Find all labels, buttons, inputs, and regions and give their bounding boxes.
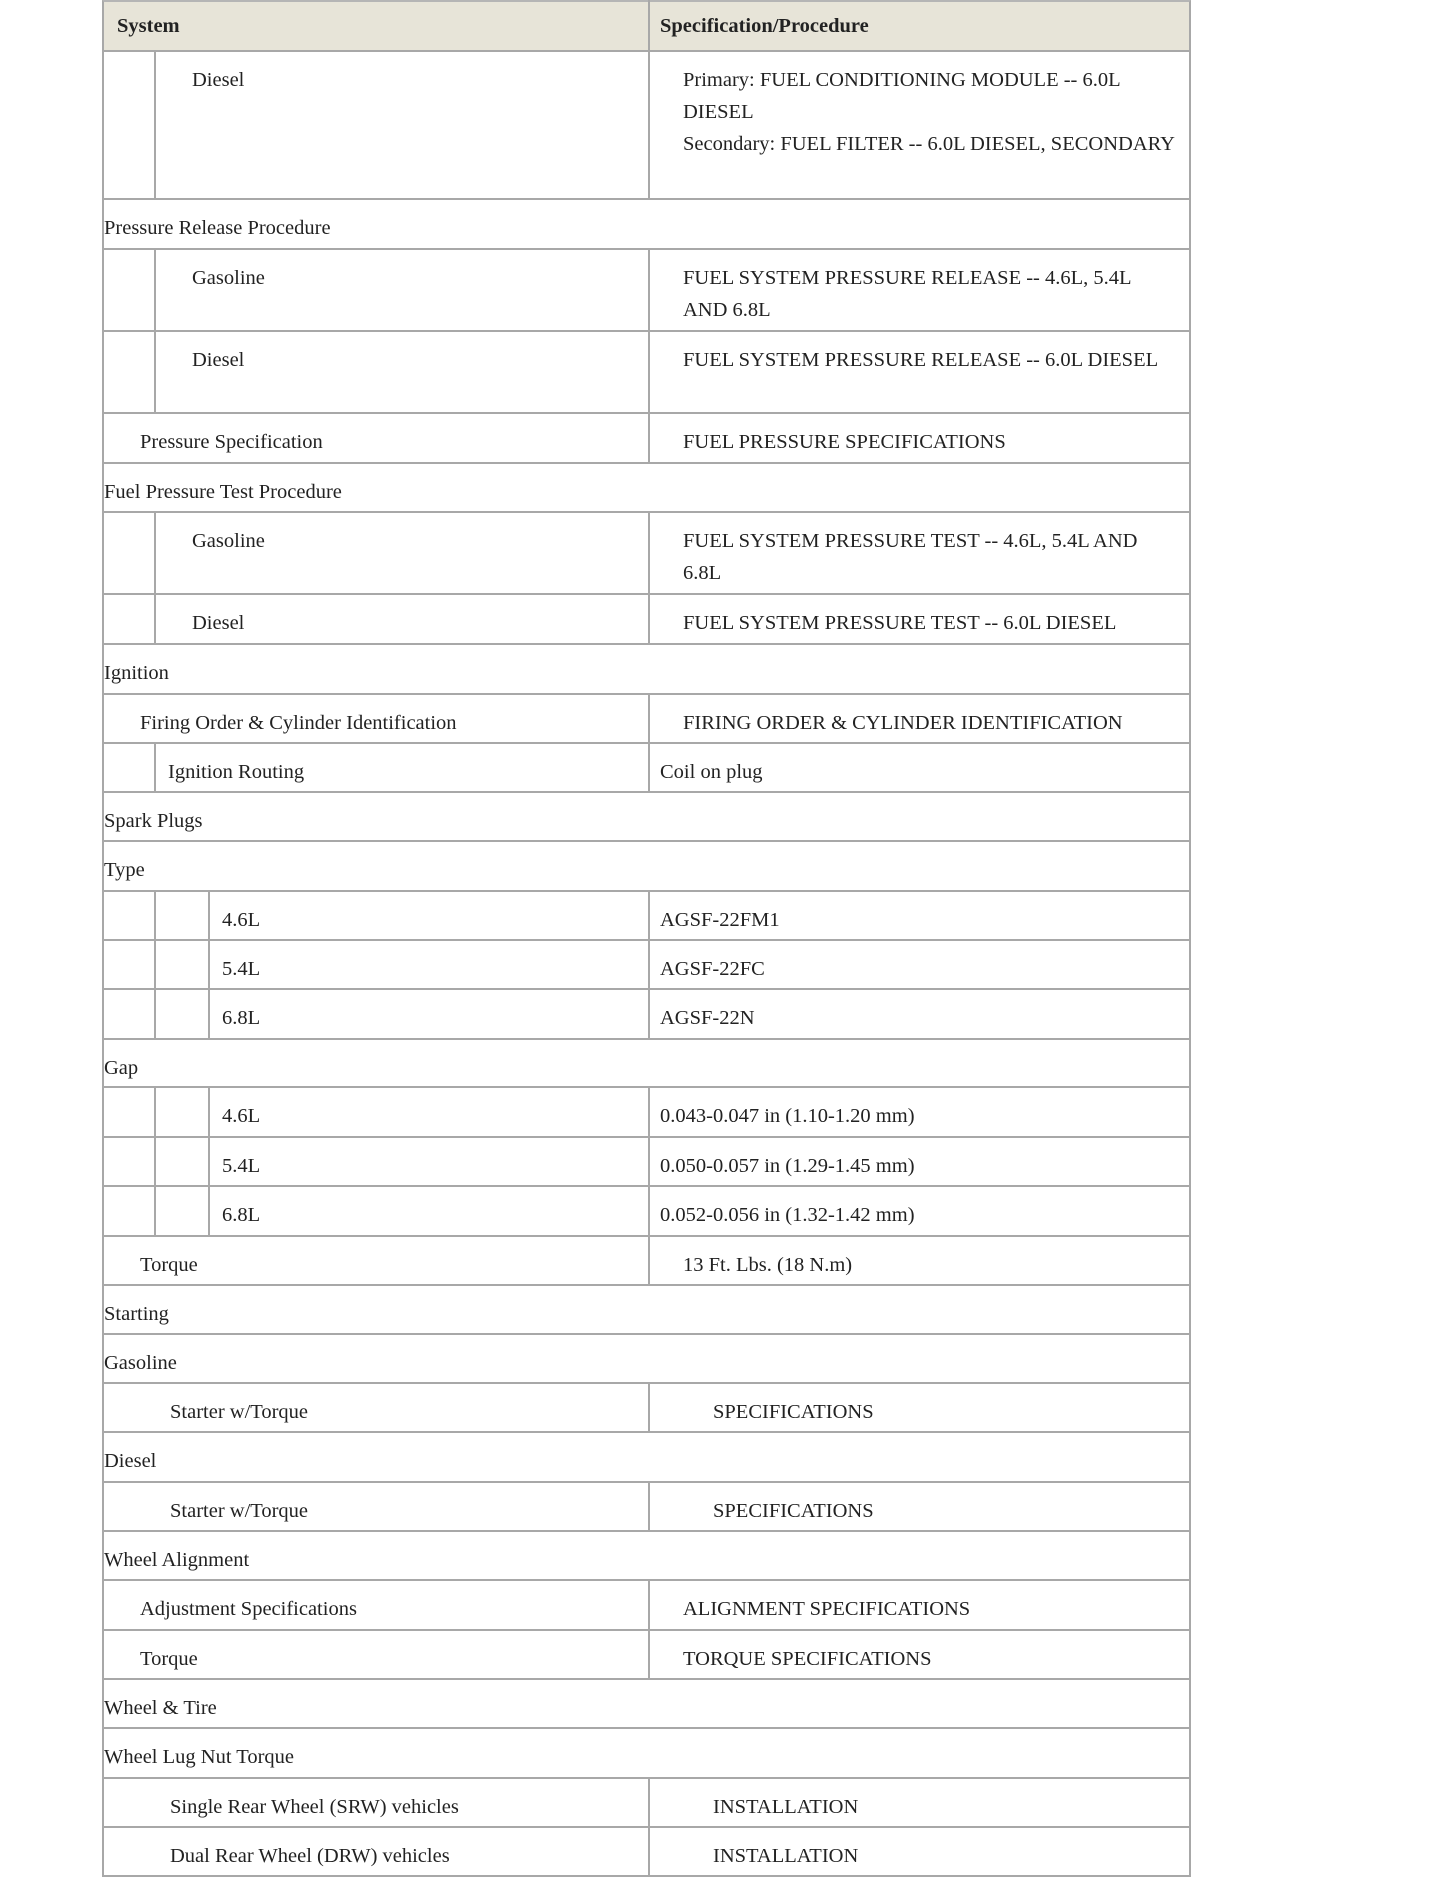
row-label-adjustment-specifications: Adjustment Specifications	[140, 1598, 357, 1620]
row-label-diesel: Diesel	[104, 1450, 157, 1472]
row-label-spark-plugs: Spark Plugs	[104, 810, 203, 832]
indent-divider	[208, 892, 210, 939]
row-label-6-8l: 6.8L	[222, 1007, 261, 1029]
row-spec-value: FIRING ORDER & CYLINDER IDENTIFICATION	[683, 712, 1123, 734]
row-label-ignition: Ignition	[104, 662, 169, 684]
indent-divider	[208, 1138, 210, 1185]
row-label-6-8l: 6.8L	[222, 1204, 261, 1226]
table-row	[104, 52, 1189, 200]
row-spec-value: 0.043-0.047 in (1.10-1.20 mm)	[660, 1105, 915, 1127]
table-row	[104, 1384, 1189, 1433]
row-spec-value: AGSF-22FM1	[660, 909, 780, 931]
row-spec-value: FUEL SYSTEM PRESSURE TEST -- 6.0L DIESEL	[683, 612, 1117, 634]
row-label-pressure-release-procedure: Pressure Release Procedure	[104, 217, 331, 239]
indent-divider	[154, 595, 156, 643]
row-spec-value: TORQUE SPECIFICATIONS	[683, 1648, 932, 1670]
table-row	[104, 1680, 1189, 1729]
table-row	[104, 1187, 1189, 1237]
table-row	[104, 1483, 1189, 1532]
table-row	[104, 414, 1189, 464]
row-spec-value: FUEL PRESSURE SPECIFICATIONS	[683, 431, 1006, 453]
row-spec-value: 13 Ft. Lbs. (18 N.m)	[683, 1254, 853, 1276]
row-label-ignition-routing: Ignition Routing	[168, 761, 305, 783]
table-row	[104, 1088, 1189, 1138]
column-divider	[648, 939, 650, 990]
row-label-5-4l: 5.4L	[222, 958, 261, 980]
column-divider	[648, 1777, 650, 1828]
table-row	[104, 1433, 1189, 1483]
indent-divider	[154, 250, 156, 330]
row-label-type: Type	[104, 859, 145, 881]
indent-divider	[154, 1138, 156, 1185]
table-row	[104, 1237, 1189, 1286]
row-label-diesel: Diesel	[192, 612, 245, 634]
table-row	[104, 1040, 1189, 1088]
row-spec-value: 0.052-0.056 in (1.32-1.42 mm)	[660, 1204, 915, 1226]
column-divider	[648, 50, 650, 200]
row-label-single-rear-wheel-srw-vehicles: Single Rear Wheel (SRW) vehicles	[170, 1796, 459, 1818]
table-row	[104, 1532, 1189, 1581]
table-row	[104, 1729, 1189, 1779]
row-label-torque: Torque	[140, 1648, 198, 1670]
row-spec-value: AGSF-22N	[660, 1007, 755, 1029]
row-spec-value: INSTALLATION	[713, 1796, 859, 1818]
column-divider	[648, 1185, 650, 1237]
column-divider	[648, 1086, 650, 1138]
column-divider	[648, 330, 650, 414]
column-divider	[648, 1481, 650, 1532]
column-divider	[648, 248, 650, 332]
table-row	[104, 200, 1189, 250]
row-label-4-6l: 4.6L	[222, 1105, 261, 1127]
row-label-starter-w-torque: Starter w/Torque	[170, 1500, 309, 1522]
row-spec-value: Primary: FUEL CONDITIONING MODULE -- 6.0L DIESEL Secondary: FUEL FILTER -- 6.0L DIESEL, SECONDARY	[683, 69, 1175, 155]
row-label-wheel-alignment: Wheel Alignment	[104, 1549, 250, 1571]
row-spec-value: FUEL SYSTEM PRESSURE TEST -- 4.6L, 5.4L AND 6.8L	[683, 530, 1138, 584]
table-row	[104, 332, 1189, 414]
row-label-wheel-lug-nut-torque: Wheel Lug Nut Torque	[104, 1746, 295, 1768]
table-row	[104, 1779, 1189, 1828]
row-spec-value: SPECIFICATIONS	[713, 1401, 874, 1423]
indent-divider	[154, 1088, 156, 1136]
indent-divider	[208, 1088, 210, 1136]
header-system: System	[117, 15, 180, 37]
indent-divider	[154, 52, 156, 198]
row-label-diesel: Diesel	[192, 69, 245, 91]
row-spec-value: FUEL SYSTEM PRESSURE RELEASE -- 4.6L, 5.4L AND 6.8L	[683, 267, 1131, 321]
table-body	[104, 52, 1189, 1877]
indent-divider	[208, 1187, 210, 1235]
indent-divider	[154, 892, 156, 939]
table-row	[104, 1286, 1189, 1335]
row-label-torque: Torque	[140, 1254, 198, 1276]
indent-divider	[208, 941, 210, 988]
indent-divider	[154, 332, 156, 412]
column-divider	[648, 1382, 650, 1433]
row-label-gasoline: Gasoline	[192, 530, 265, 552]
row-label-diesel: Diesel	[192, 349, 245, 371]
column-divider	[648, 1235, 650, 1286]
spec-table	[102, 0, 1191, 1877]
indent-divider	[154, 941, 156, 988]
table-row	[104, 464, 1189, 513]
column-divider	[648, 511, 650, 595]
indent-divider	[154, 1187, 156, 1235]
row-spec-value: AGSF-22FC	[660, 958, 765, 980]
row-label-gasoline: Gasoline	[192, 267, 265, 289]
column-divider	[648, 593, 650, 645]
table-row	[104, 990, 1189, 1040]
table-row	[104, 595, 1189, 645]
row-label-wheel-and-tire: Wheel & Tire	[104, 1697, 217, 1719]
row-label-gasoline: Gasoline	[104, 1352, 177, 1374]
table-row	[104, 1581, 1189, 1631]
column-divider	[648, 988, 650, 1040]
column-divider	[648, 742, 650, 793]
column-divider	[648, 1629, 650, 1680]
row-label-fuel-pressure-test-procedure: Fuel Pressure Test Procedure	[104, 481, 342, 503]
column-divider	[648, 1136, 650, 1187]
column-divider	[648, 693, 650, 744]
column-divider	[648, 412, 650, 464]
table-row	[104, 250, 1189, 332]
column-divider	[648, 1826, 650, 1877]
table-row	[104, 645, 1189, 695]
table-row	[104, 1631, 1189, 1680]
row-spec-value: SPECIFICATIONS	[713, 1500, 874, 1522]
row-label-starting: Starting	[104, 1303, 169, 1325]
row-label-dual-rear-wheel-drw-vehicles: Dual Rear Wheel (DRW) vehicles	[170, 1845, 450, 1867]
indent-divider	[208, 990, 210, 1038]
row-spec-value: INSTALLATION	[713, 1845, 859, 1867]
table-row	[104, 892, 1189, 941]
row-spec-value: 0.050-0.057 in (1.29-1.45 mm)	[660, 1155, 915, 1177]
row-label-firing-order-and-cylinder-identification: Firing Order & Cylinder Identification	[140, 712, 457, 734]
column-divider	[648, 0, 650, 52]
table-row	[104, 941, 1189, 990]
table-row	[104, 842, 1189, 892]
row-label-pressure-specification: Pressure Specification	[140, 431, 323, 453]
table-row	[104, 513, 1189, 595]
row-spec-value: Coil on plug	[660, 761, 763, 783]
row-spec-value: ALIGNMENT SPECIFICATIONS	[683, 1598, 971, 1620]
indent-divider	[154, 513, 156, 593]
row-label-5-4l: 5.4L	[222, 1155, 261, 1177]
table-header-row	[104, 2, 1189, 52]
row-spec-value: FUEL SYSTEM PRESSURE RELEASE -- 6.0L DIESEL	[683, 349, 1159, 371]
column-divider	[648, 1579, 650, 1631]
row-label-gap: Gap	[104, 1057, 139, 1079]
indent-divider	[154, 744, 156, 791]
table-row	[104, 744, 1189, 793]
row-label-starter-w-torque: Starter w/Torque	[170, 1401, 309, 1423]
table-row	[104, 1335, 1189, 1384]
column-divider	[648, 890, 650, 941]
header-spec: Specification/Procedure	[660, 15, 869, 37]
table-row	[104, 695, 1189, 744]
table-row	[104, 1138, 1189, 1187]
table-row	[104, 793, 1189, 842]
indent-divider	[154, 990, 156, 1038]
row-label-4-6l: 4.6L	[222, 909, 261, 931]
